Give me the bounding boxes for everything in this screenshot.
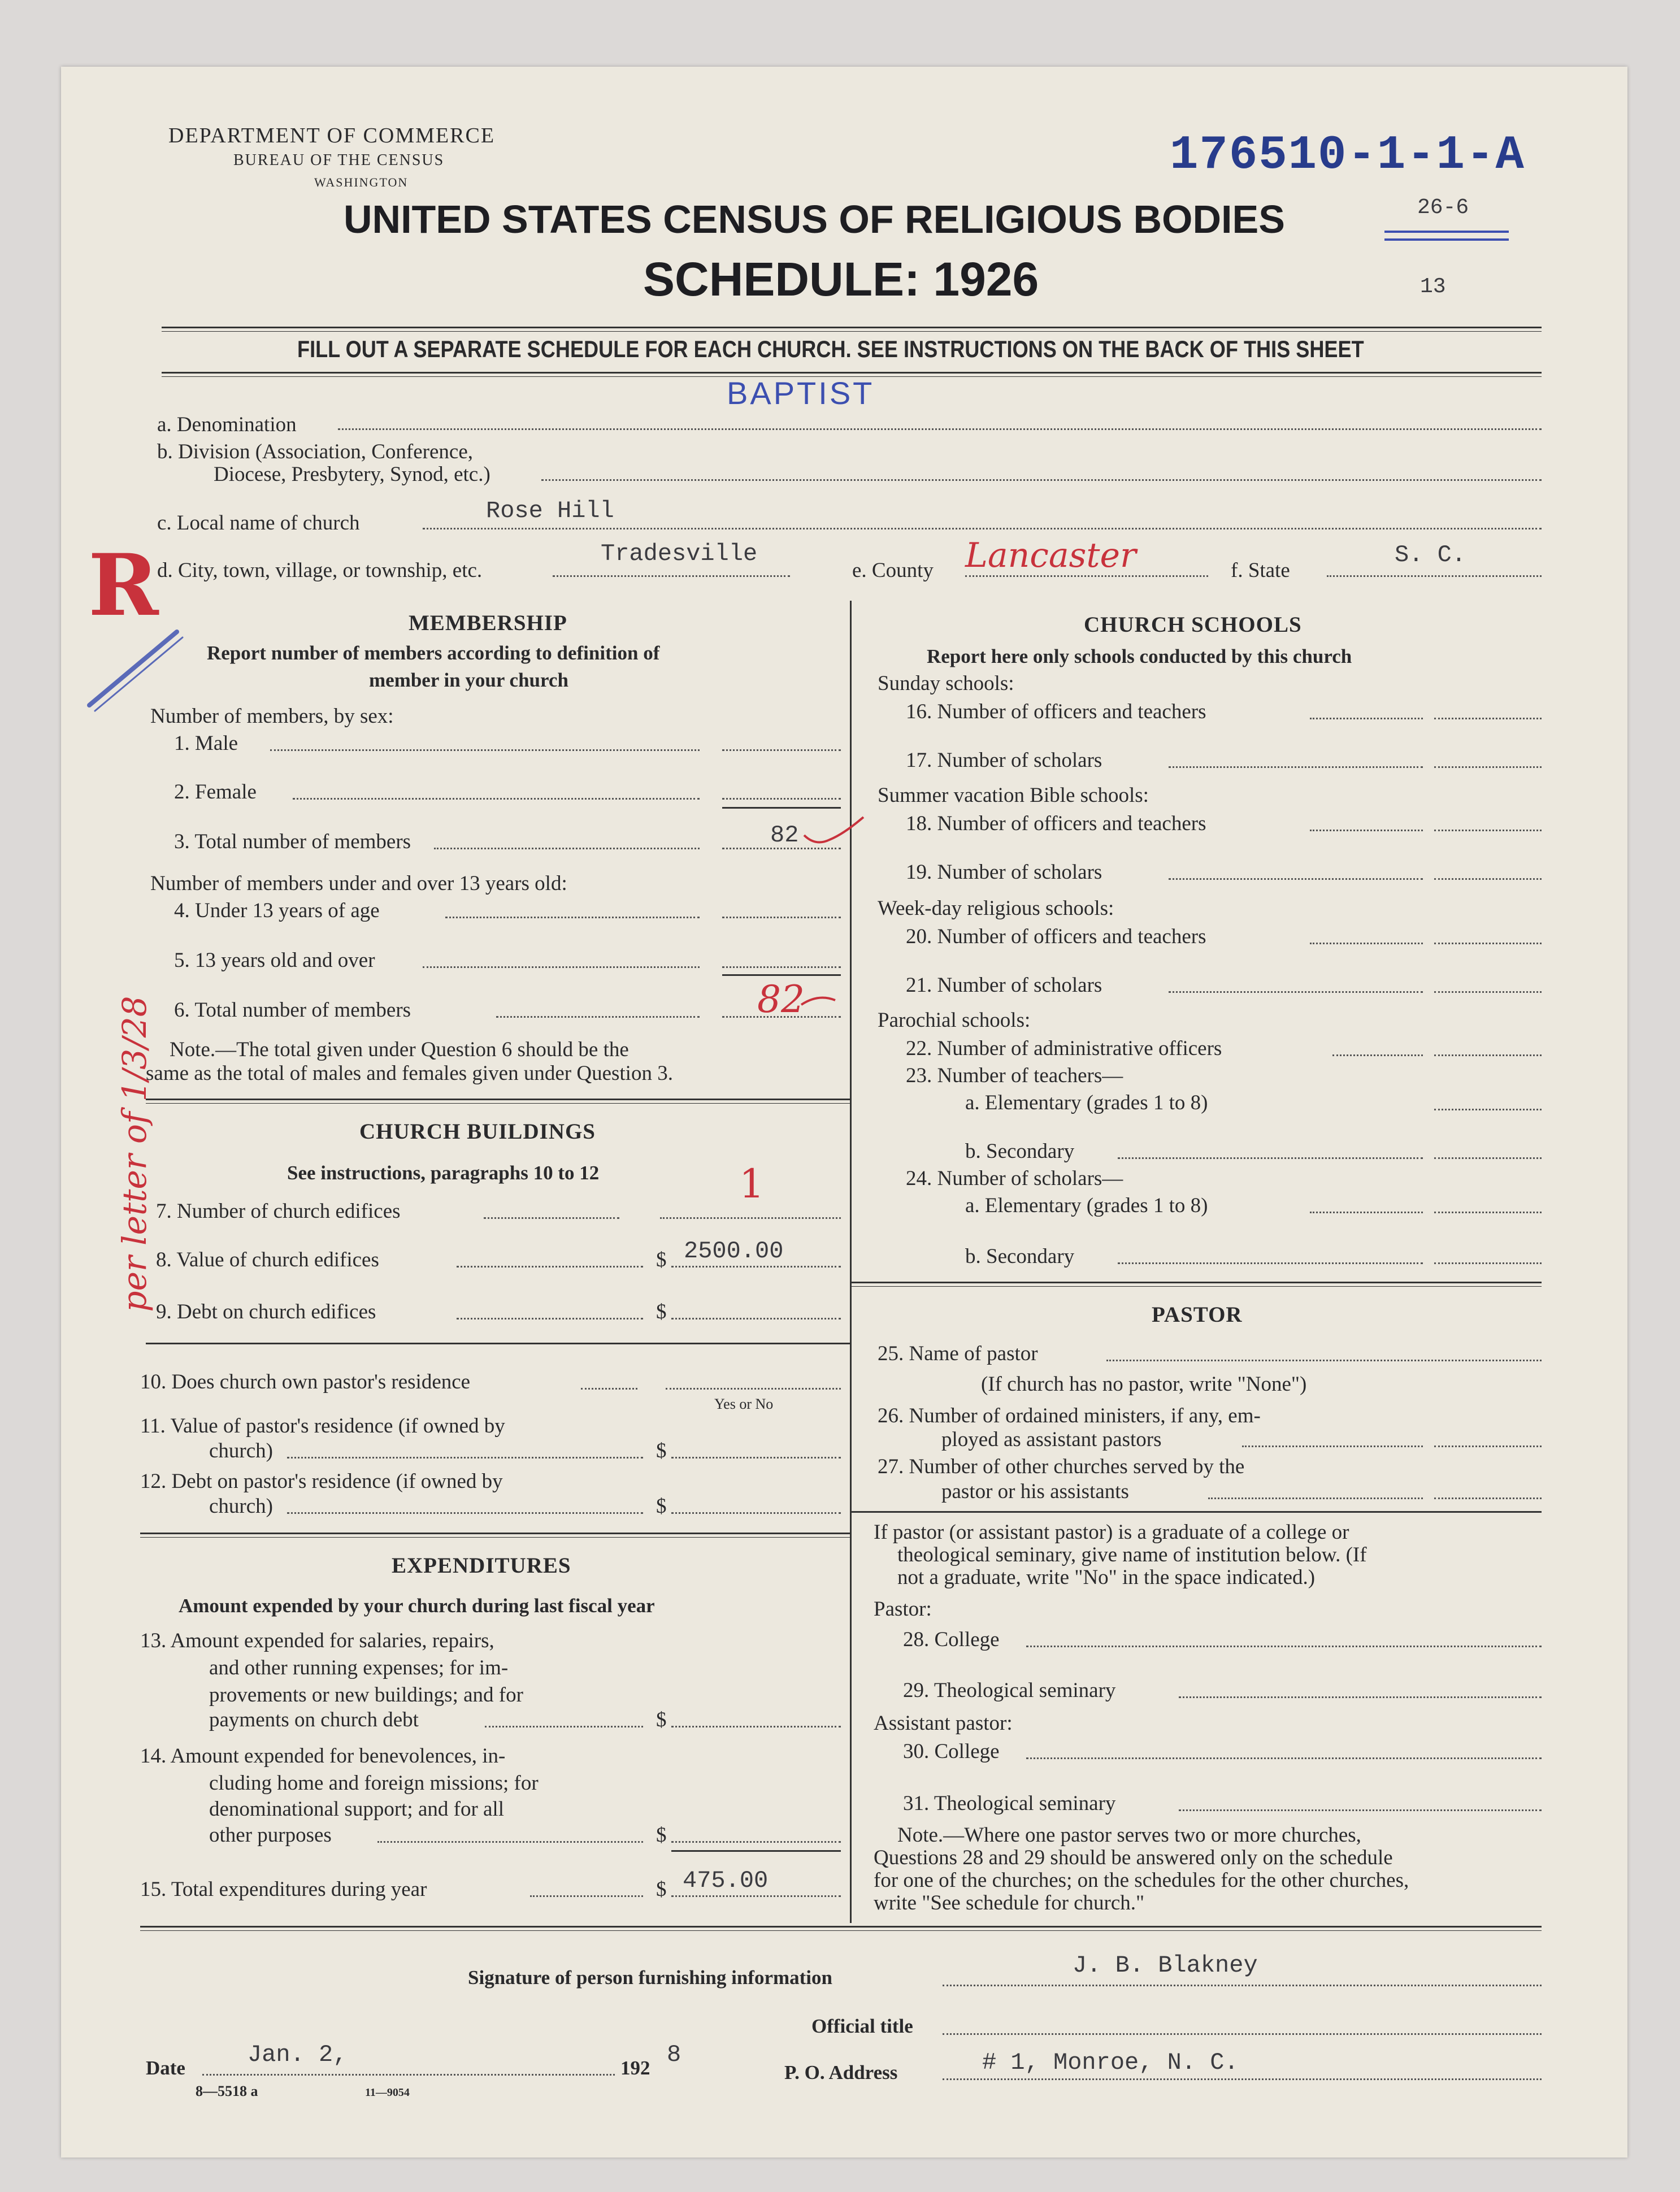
q23-label: 23. Number of teachers— [906,1064,1123,1087]
q25-label: 25. Name of pastor [878,1342,1038,1365]
q9-label: 9. Debt on church edifices [156,1300,376,1323]
q19-label: 19. Number of scholars [906,861,1102,884]
q14-label-3: denominational support; and for all [209,1798,504,1821]
q12-label-1: 12. Debt on pastor's residence (if owned by [140,1470,503,1493]
year-suffix[interactable]: 8 [667,2041,681,2068]
q1-label: 1. Male [174,732,238,755]
signature-value[interactable]: J. B. Blakney [1073,1952,1258,1979]
pastor-note-1: Note.—Where one pastor serves two or more churches, [897,1824,1361,1847]
review-mark-slash-2 [95,637,183,711]
q11-label-1: 11. Value of pastor's residence (if owned by [140,1414,505,1438]
graduate-note-1: If pastor (or assistant pastor) is a graduate of a college or [874,1521,1349,1544]
q12-dollar: $ [656,1495,667,1518]
graduate-note-3: not a graduate, write "No" in the space indicated.) [897,1566,1316,1589]
schools-heading: CHURCH SCHOOLS [1084,613,1302,637]
code-top: 26-6 [1417,196,1469,220]
q18-label: 18. Number of officers and teachers [906,812,1206,835]
po-address-value[interactable]: # 1, Monroe, N. C. [982,2049,1239,2076]
parochial-schools-label: Parochial schools: [878,1009,1031,1032]
q6-check-mark [801,998,835,1005]
q11-dollar: $ [656,1439,667,1462]
buildings-sub: See instructions, paragraphs 10 to 12 [287,1162,600,1184]
expenditures-sub: Amount expended by your church during last fiscal year [179,1595,655,1617]
city-label: d. City, town, village, or township, etc. [157,559,483,582]
q24-label: 24. Number of scholars— [906,1167,1123,1190]
official-title-label: Official title [811,2015,913,2037]
weekday-schools-label: Week-day religious schools: [878,897,1114,920]
q24a-label: a. Elementary (grades 1 to 8) [965,1194,1208,1217]
church-name-label: c. Local name of church [157,511,360,535]
buildings-heading: CHURCH BUILDINGS [359,1119,596,1144]
q17-label: 17. Number of scholars [906,749,1102,772]
q12-label-2: church) [209,1495,273,1518]
membership-heading: MEMBERSHIP [409,611,567,635]
q8-value[interactable]: 2500.00 [684,1238,784,1265]
review-mark-r: R [88,536,159,635]
annotation-strokes [61,67,1627,2158]
date-label: Date [146,2057,185,2079]
q14-dollar: $ [656,1824,667,1847]
review-mark-slash [89,632,177,705]
membership-sub-1: Report number of members according to definition of [207,642,660,664]
q15-dollar: $ [656,1878,667,1901]
instruction-line: FILL OUT A SEPARATE SCHEDULE FOR EACH CHURCH. SEE INSTRUCTIONS ON THE BACK OF THIS SHEET [297,336,1364,362]
q27-label-1: 27. Number of other churches served by the [878,1455,1245,1478]
summer-schools-label: Summer vacation Bible schools: [878,784,1149,807]
membership-note-2: same as the total of males and females given under Question 3. [146,1062,673,1085]
q28-label: 28. College [903,1628,1000,1651]
q21-label: 21. Number of scholars [906,974,1102,997]
q25-note: (If church has no pastor, write "None") [981,1373,1307,1396]
q9-dollar: $ [656,1300,667,1323]
pastor-note-4: write "See schedule for church." [874,1891,1145,1915]
division-label-1: b. Division (Association, Conference, [157,440,473,463]
q6-value[interactable]: 82 [757,978,805,1021]
graduate-note-2: theological seminary, give name of institution below. (If [897,1543,1367,1566]
expenditures-heading: EXPENDITURES [392,1553,571,1578]
q7-value[interactable]: 1 [739,1161,765,1207]
membership-note-1: Note.—The total given under Question 6 should be the [170,1038,629,1061]
signature-label: Signature of person furnishing information [468,1967,832,1989]
census-schedule-sheet [61,67,1627,2158]
q13-label-3: provements or new buildings; and for [209,1683,523,1707]
stamp-number: 176510-1-1-A [1170,129,1525,183]
q6-label: 6. Total number of members [174,999,411,1022]
year-prefix: 192 [620,2057,650,2079]
age-group-label: Number of members under and over 13 years old: [150,872,567,895]
print-number: 11—9054 [365,2086,410,2099]
sunday-schools-label: Sunday schools: [878,672,1014,695]
county-value[interactable]: Lancaster [965,536,1136,575]
q10-label: 10. Does church own pastor's residence [140,1370,471,1394]
assistant-pastor-subheading: Assistant pastor: [874,1712,1013,1735]
q29-label: 29. Theological seminary [903,1679,1116,1702]
q3-value[interactable]: 82 [770,822,799,849]
state-label: f. State [1231,559,1290,582]
schedule-title: SCHEDULE: 1926 [643,253,1039,306]
pastor-note-2: Questions 28 and 29 should be answered only on the schedule [874,1846,1393,1869]
yes-no-hint: Yes or No [714,1396,774,1412]
q30-label: 30. College [903,1740,1000,1763]
q31-label: 31. Theological seminary [903,1792,1116,1815]
q13-dollar: $ [656,1708,667,1731]
q13-label-4: payments on church debt [209,1708,419,1731]
q15-label: 15. Total expenditures during year [140,1878,427,1901]
q8-dollar: $ [656,1248,667,1271]
pastor-subheading: Pastor: [874,1598,932,1621]
bureau-heading: BUREAU OF THE CENSUS [233,151,445,169]
q27-label-2: pastor or his assistants [941,1480,1129,1503]
state-value[interactable]: S. C. [1395,541,1466,568]
q3-label: 3. Total number of members [174,830,411,853]
members-by-sex-label: Number of members, by sex: [150,705,394,728]
division-label-2: Diocese, Presbytery, Synod, etc.) [214,463,490,486]
q16-label: 16. Number of officers and teachers [906,700,1206,723]
po-address-label: P. O. Address [784,2061,898,2084]
q13-label-1: 13. Amount expended for salaries, repairs, [140,1629,494,1652]
city-heading: WASHINGTON [314,175,409,189]
code-bottom: 13 [1420,275,1446,299]
q4-label: 4. Under 13 years of age [174,899,380,922]
q26-label-1: 26. Number of ordained ministers, if any, em- [878,1404,1261,1427]
q8-label: 8. Value of church edifices [156,1248,379,1271]
pastor-heading: PASTOR [1152,1303,1243,1327]
church-name-value[interactable]: Rose Hill [486,497,614,524]
membership-sub-2: member in your church [369,669,568,691]
date-value[interactable]: Jan. 2, [248,2041,348,2068]
q3-check-mark [804,817,863,843]
denomination-label: a. Denomination [157,413,297,436]
q23b-label: b. Secondary [965,1140,1075,1163]
city-value[interactable]: Tradesville [601,540,758,567]
q20-label: 20. Number of officers and teachers [906,925,1206,948]
denomination-value[interactable]: BAPTIST [727,375,875,411]
department-heading: DEPARTMENT OF COMMERCE [168,124,496,147]
q14-label-4: other purposes [209,1824,332,1847]
q24b-label: b. Secondary [965,1245,1075,1268]
schools-sub: Report here only schools conducted by this church [927,645,1352,667]
form-title: UNITED STATES CENSUS OF RELIGIOUS BODIES [344,197,1285,241]
form-number: 8—5518 a [196,2083,258,2099]
q22-label: 22. Number of administrative officers [906,1037,1222,1060]
q15-value[interactable]: 475.00 [683,1867,769,1894]
pastor-note-3: for one of the churches; on the schedules for the other churches, [874,1869,1409,1892]
q5-label: 5. 13 years old and over [174,949,375,972]
county-label: e. County [852,559,934,582]
q14-label-2: cluding home and foreign missions; for [209,1772,539,1795]
margin-annotation: per letter of 1/3/28 [115,996,154,1312]
q11-label-2: church) [209,1439,273,1462]
q23a-label: a. Elementary (grades 1 to 8) [965,1091,1208,1114]
q2-label: 2. Female [174,780,257,804]
q26-label-2: ployed as assistant pastors [941,1428,1162,1451]
q7-label: 7. Number of church edifices [156,1200,401,1223]
q14-label-1: 14. Amount expended for benevolences, in- [140,1744,506,1768]
q13-label-2: and other running expenses; for im- [209,1656,509,1679]
